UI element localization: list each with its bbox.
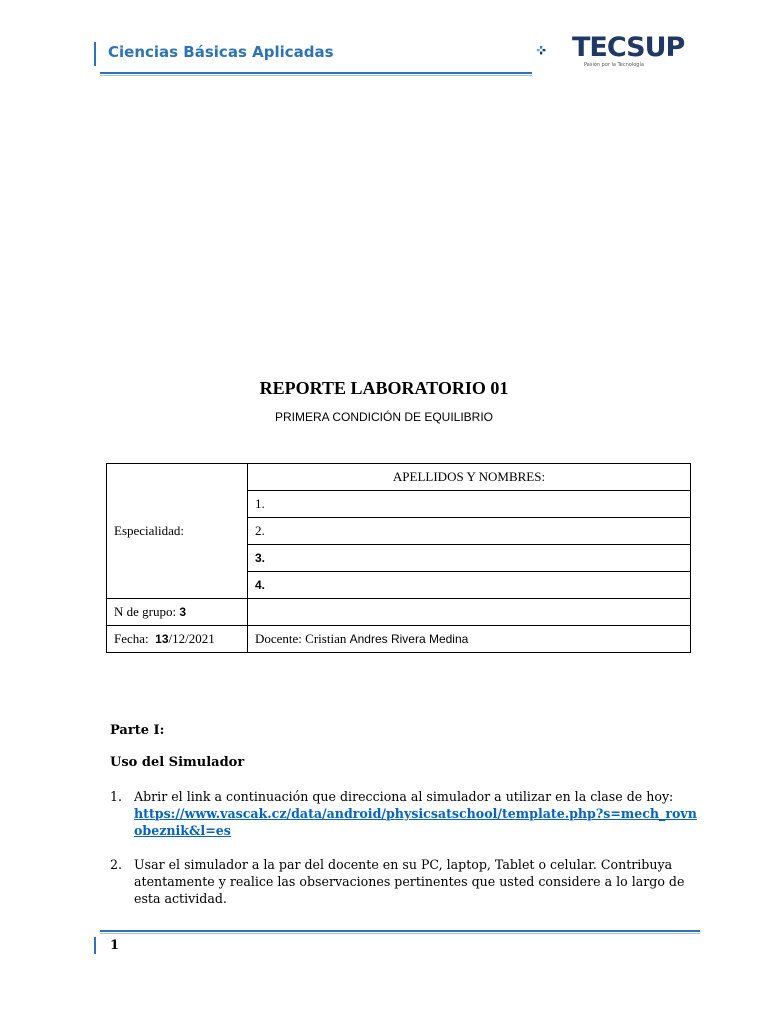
table-row: [107, 464, 691, 491]
names-header: APELLIDOS Y NOMBRES:: [248, 464, 691, 491]
simulator-link[interactable]: https://www.vascak.cz/data/android/physicsatschool/template.php?s=mech_rovnobeznik&l=es: [134, 806, 697, 838]
docente-name: Andres Rivera Medina: [349, 632, 469, 646]
document-title: REPORTE LABORATORIO 01: [259, 378, 509, 398]
grupo-cell: [107, 599, 248, 626]
list-item: [110, 788, 700, 839]
grupo-value: 3: [179, 605, 187, 619]
fecha-rest: /12/2021: [168, 631, 215, 646]
group-info-table: [106, 463, 691, 653]
page-number: 1: [110, 938, 120, 953]
step-number: 1.: [110, 789, 123, 804]
footer-rule-light: [100, 933, 700, 934]
footer-accent-bar: [94, 937, 96, 954]
table-row: [107, 599, 691, 626]
member-3: 3.: [248, 545, 691, 572]
logo-tagline: Pasión por la Tecnología: [584, 62, 644, 68]
step-text: Usar el simulador a la par del docente en su PC, laptop, Tablet o celular. Contribuya atentamente y realice las observaciones pertinentes que usted considere a lo largo de esta actividad.: [134, 857, 685, 906]
step-text: Abrir el link a continuación que direcciona al simulador a utilizar en la clase de hoy:: [134, 789, 674, 804]
document-subtitle: PRIMERA CONDICIÓN DE EQUILIBRIO: [274, 410, 494, 424]
docente-label: Docente: Cristian: [255, 631, 347, 646]
member-4: 4.: [248, 572, 691, 599]
docente-cell: [248, 626, 691, 653]
header-section-title: Ciencias Básicas Aplicadas: [108, 43, 334, 61]
especialidad-label: Especialidad:: [114, 523, 185, 538]
header-rule: [100, 72, 532, 74]
fecha-day: 13: [155, 632, 169, 646]
header-accent-bar: [94, 42, 96, 66]
member-1: 1.: [248, 491, 691, 518]
step-number: 2.: [110, 857, 123, 872]
header-rule-light: [100, 75, 532, 76]
logo-wordmark: TECSUP: [572, 32, 685, 63]
fecha-cell: [107, 626, 248, 653]
part-title: Parte I:: [110, 723, 165, 738]
member-2: 2.: [248, 518, 691, 545]
section-title: Uso del Simulador: [110, 755, 245, 770]
steps-list: [110, 788, 700, 924]
table-row: [107, 626, 691, 653]
tecsup-logo-icon: [536, 30, 576, 72]
list-item: [110, 856, 700, 907]
fecha-label: Fecha:: [114, 631, 149, 646]
especialidad-cell: [107, 464, 248, 599]
grupo-label: N de grupo:: [114, 604, 177, 619]
grupo-empty-cell: [248, 599, 691, 626]
footer-rule: [100, 930, 700, 932]
